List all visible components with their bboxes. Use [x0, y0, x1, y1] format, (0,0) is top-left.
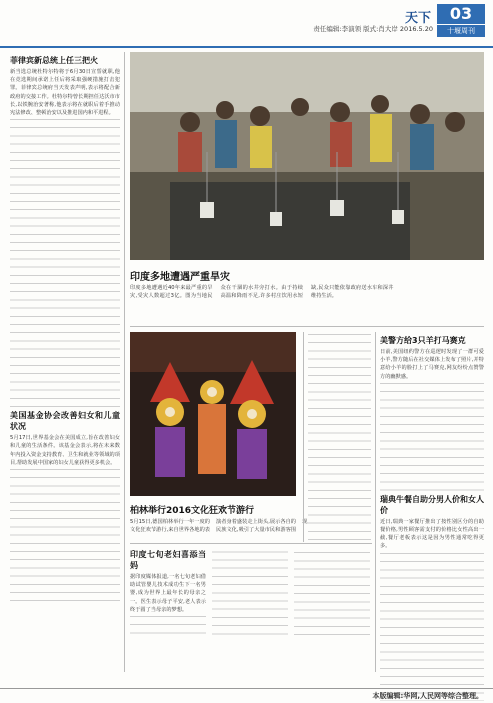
article-body-filler: [380, 551, 484, 701]
headline: 美警方给3只羊打马赛克: [380, 336, 466, 345]
carnival-photo: [130, 332, 296, 496]
carnival-illustration: [130, 332, 296, 496]
headline: 瑞典牛餐自助分男人价和女人价: [380, 494, 484, 515]
row-divider: [130, 543, 372, 544]
headline: 菲律宾新总统上任三把火: [10, 56, 98, 65]
article-body-filler: [10, 117, 120, 407]
article-body: 日前,美国纽约警方在巡逻时发现了一群可爱小羊,警方随后在社交媒体上发布了照片,并特意给小羊的脸打上了马赛克,网友纷纷点赞警方的幽默感。: [380, 349, 484, 380]
article-body: 印度多地遭遇近40年来最严重的旱灾,受灾人数超过3亿。图为当地民众在干涸的水井旁打水。由于持续高温和降雨不足,许多村庄饮用水短缺,民众只能依靠政府送水车和深井维持生活。: [130, 285, 394, 300]
bottom-middle-column: [130, 546, 370, 674]
left-column: [10, 52, 120, 672]
column-divider: [303, 332, 304, 542]
article-body: 5月17日,世界基金会在美国成立,旨在改善妇女和儿童的生活条件。该基金会表示,将在未来数年内投入资金支持教育、卫生和就业等领域的项目,帮助发展中国家的妇女儿童获得更多机会。: [10, 435, 120, 466]
article-body: 5月15日,德国柏林举行一年一度的文化狂欢节游行,来自世界各地的表演者身着盛装走上街头,展示各自的民族文化,吸引了大量市民和游客围观: [130, 519, 308, 534]
page-header: [0, 0, 493, 48]
article-body-filler: [380, 381, 484, 491]
carnival-text: [130, 518, 308, 540]
photo-caption: 柏林举行2016文化狂欢节游行: [130, 506, 255, 516]
page-number: 03: [437, 4, 485, 24]
paper-name: 十堰周刊: [437, 25, 485, 37]
drought-illustration: [130, 52, 484, 260]
right-column: [380, 332, 484, 672]
drought-text: [130, 284, 484, 324]
article-body: 新当选总统杜特尔特将于6月30日宣誓就职,他在竞选期间承诺上任后将采取强硬措施打击犯罪。菲律宾总统府当天发表声明,表示将配合新政府的交接工作。杜特尔特曾长期担任达沃市市长,以铁腕治安著称,他表示将在就职后着手推动宪法修改、整顿治安以及推进国内和平进程。: [10, 69, 120, 117]
section-title: 天下: [404, 11, 431, 26]
row-divider: [130, 326, 484, 327]
article-body: 据印度媒体报道,一名七旬老妇借助试管婴儿技术成功生下一名男婴,成为世界上最年长的母亲之一。医生表示母子平安,老人表示终于圆了当母亲的梦想。: [130, 574, 206, 613]
photo-caption: 印度多地遭遇严重旱灾: [130, 272, 230, 283]
headline: 印度七旬老妇喜添当妈: [130, 550, 206, 570]
drought-photo: [130, 52, 484, 260]
article-body: 近日,瑞典一家餐厅推出了按性别区分的自助餐价格,男性顾客需支付的价格比女性高出一截,餐厅老板表示这是因为男性通常吃得更多。: [380, 518, 484, 550]
column-divider: [375, 332, 376, 672]
article-body-filler: [308, 332, 371, 540]
footer-credit: 本版编辑:华网,人民网等综合整理。: [372, 692, 483, 700]
middle-text-column: [308, 332, 371, 540]
page-footer: [0, 688, 493, 703]
editor-line: 责任编辑:李演领 版式:肖大岸 2016.5.20: [313, 25, 433, 33]
headline: 美国基金协会改善妇女和儿童状况: [10, 411, 120, 432]
column-divider: [124, 52, 125, 672]
article-body-filler: [10, 467, 120, 607]
